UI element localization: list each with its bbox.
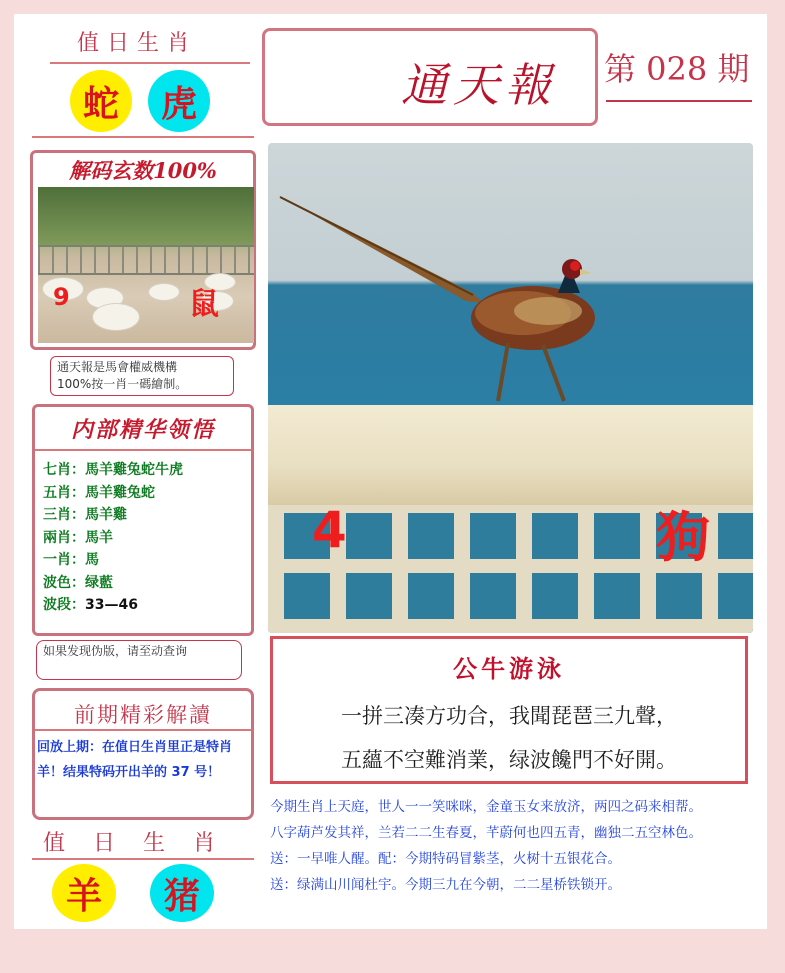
list-item: 五肖：馬羊雞兔蛇 (43, 484, 155, 501)
issue-number: 第 028 期 (604, 50, 750, 88)
riddle-line: 送：绿满山川闻杜宇。今期三九在今朝，二二星桥铁锁开。 (270, 877, 621, 893)
poem-line-1: 一拼三凑方功合，我聞琵琶三九聲， (341, 704, 677, 728)
poem-line-2: 五蘊不空難消業，绿波饞門不好開。 (341, 748, 677, 772)
masthead-title: 通天報 (401, 58, 557, 112)
daily-zodiac-2: 虎 (148, 70, 210, 132)
decode-zodiac: 鼠 (189, 287, 219, 322)
divider (35, 729, 251, 731)
previous-text: 回放上期：在值日生肖里正是特肖羊！结果特码开出羊的 37 号！ (37, 740, 233, 780)
pheasant-photo (268, 143, 753, 633)
masthead (262, 28, 598, 126)
fake-notice: 如果发现伪版，请至动查询 (36, 640, 242, 680)
daily-zodiac-panel (26, 20, 248, 138)
insider-title: 内部精华领悟 (70, 417, 215, 443)
pheasant-illustration (268, 143, 753, 413)
list-item: 波色：绿藍 (43, 574, 113, 591)
zoo-photo (38, 187, 254, 343)
list-item: 一肖：馬 (43, 552, 99, 568)
bottom-zodiac-1: 羊 (52, 864, 116, 922)
list-item: 三肖：馬羊雞 (43, 507, 127, 523)
previous-panel (32, 688, 254, 820)
list-item: 波段：33—46 (43, 597, 138, 613)
list-item: 兩肖：馬羊 (43, 529, 113, 546)
issue-underline (606, 100, 752, 102)
divider (32, 136, 254, 138)
bottom-zodiac-2: 猪 (150, 864, 214, 922)
riddle-line: 送：一早唯人醒。配：今期特码冒紫茎，火树十五银花合。 (270, 851, 621, 867)
bottom-zodiac-title: 值日生肖 (42, 831, 243, 856)
scene-zodiac: 狗 (656, 505, 710, 569)
daily-zodiac-title: 值日生肖 (76, 31, 197, 56)
riddle-text (270, 794, 754, 898)
scene-number: 4 (312, 501, 347, 559)
divider (50, 62, 250, 64)
wall-ledge (268, 405, 753, 505)
list-item: 七肖：馬羊雞兔蛇牛虎 (43, 462, 183, 478)
bottom-zodiac-panel (32, 826, 254, 928)
riddle-line: 今期生肖上天庭，世人一一笑咪咪，金童玉女来放济，两四之码来相帮。 (270, 799, 702, 815)
previous-title: 前期精彩解讀 (74, 703, 212, 727)
divider (32, 858, 254, 860)
daily-zodiac-1: 蛇 (70, 70, 132, 132)
poem-title: 公牛游泳 (453, 654, 565, 683)
poem-box (270, 636, 748, 784)
riddle-line: 八字葫芦发其祥，兰若二二生春夏，芊蔚何也四五青，幽独二五空林色。 (270, 825, 702, 841)
insider-list (43, 459, 183, 617)
divider (35, 449, 251, 451)
insider-panel (32, 404, 254, 636)
decode-number: 9 (53, 283, 70, 311)
decode-title: 解码玄数100% (69, 158, 217, 183)
authority-notice: 通天報是馬會權威機構 100%按一肖一碼繪制。 (50, 356, 234, 396)
decode-panel (30, 150, 256, 350)
